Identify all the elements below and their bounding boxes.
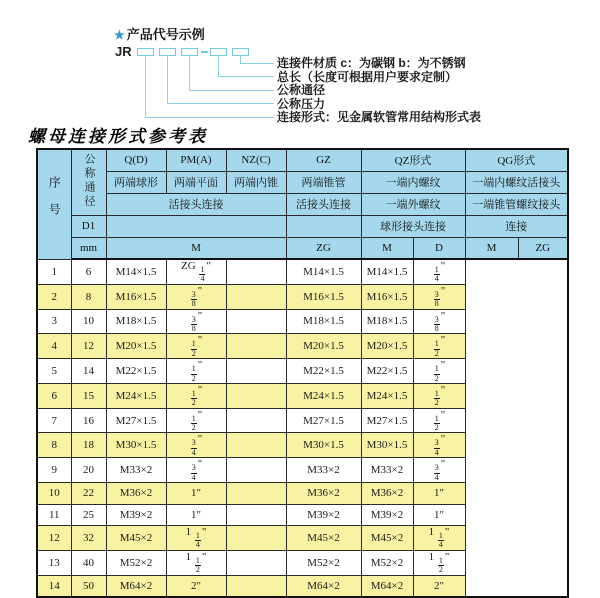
code-prefix: JR: [115, 44, 132, 59]
table-title: 螺母连接形式参考表: [28, 127, 208, 146]
qg-zg-cell: $\frac{3}{8}$ ": [413, 309, 465, 334]
qz-m-cell: [226, 550, 286, 575]
qz-m-cell: [226, 504, 286, 526]
m-thread-cell: M18×1.5: [106, 309, 166, 334]
header-form-qg: QG形式: [465, 149, 568, 171]
qg-m-cell: M16×1.5: [361, 284, 413, 309]
gz-thread-cell: $\frac{3}{4}$ ": [166, 433, 226, 458]
qz-d-cell: M36×2: [286, 483, 361, 505]
m-thread-cell: M30×1.5: [106, 433, 166, 458]
serial-cell: 13: [37, 550, 71, 575]
m-thread-cell: M24×1.5: [106, 383, 166, 408]
table-row: [37, 575, 568, 597]
qg-zg-cell: $\frac{3}{4}$ ": [413, 433, 465, 458]
code-dash: [201, 51, 208, 53]
serial-cell: 2: [37, 284, 71, 309]
dn-cell: 16: [71, 408, 106, 433]
qz-d-cell: M18×1.5: [286, 309, 361, 334]
table-row: [37, 383, 568, 408]
header-union-connection-gz: 活接头连接: [286, 193, 361, 215]
header-serial: 序号: [37, 149, 71, 259]
qg-m-cell: M14×1.5: [361, 259, 413, 284]
qg-m-cell: M24×1.5: [361, 383, 413, 408]
gz-thread-cell: ZG $\frac{1}{4}$ ": [166, 259, 226, 284]
code-labels: [277, 57, 481, 125]
header-sub-pm: 两端平面: [166, 171, 226, 193]
qg-zg-cell: $\frac{1}{2}$ ": [413, 334, 465, 359]
qg-m-cell: M27×1.5: [361, 408, 413, 433]
table-row: [37, 259, 568, 284]
gz-thread-cell: $\frac{3}{4}$ ": [166, 458, 226, 483]
qg-zg-cell: 1": [413, 483, 465, 505]
header-sub-q: 两端球形: [106, 171, 166, 193]
qz-m-cell: [226, 383, 286, 408]
qg-m-cell: M39×2: [361, 504, 413, 526]
dn-cell: 15: [71, 383, 106, 408]
table-row: [37, 334, 568, 359]
table-row: [37, 284, 568, 309]
label-nominal-pressure: 公称压力: [277, 96, 326, 111]
header-form-pm: PM(A): [166, 149, 226, 171]
m-thread-cell: M22×1.5: [106, 359, 166, 384]
m-thread-cell: M16×1.5: [106, 284, 166, 309]
m-thread-cell: M20×1.5: [106, 334, 166, 359]
dn-cell: 40: [71, 550, 106, 575]
qz-d-cell: M30×1.5: [286, 433, 361, 458]
gz-thread-cell: $\frac{1}{2}$ ": [166, 408, 226, 433]
qg-m-cell: M22×1.5: [361, 359, 413, 384]
dn-cell: 6: [71, 259, 106, 284]
header-sub-nz: 两端内锥: [226, 171, 286, 193]
qz-d-cell: M14×1.5: [286, 259, 361, 284]
serial-cell: 4: [37, 334, 71, 359]
qg-zg-cell: $\frac{1}{4}$ ": [413, 259, 465, 284]
qg-zg-cell: 1 $\frac{1}{4}$ ": [413, 526, 465, 551]
m-thread-cell: M33×2: [106, 458, 166, 483]
qg-m-cell: M20×1.5: [361, 334, 413, 359]
connector-line-form: [145, 55, 274, 118]
qg-m-cell: M18×1.5: [361, 309, 413, 334]
header-unit-zg: ZG: [286, 237, 361, 259]
gz-thread-cell: 1 $\frac{1}{2}$ ": [166, 550, 226, 575]
gz-thread-cell: 1": [166, 483, 226, 505]
serial-cell: 5: [37, 359, 71, 384]
dn-cell: 14: [71, 359, 106, 384]
dn-cell: 18: [71, 433, 106, 458]
header-unit-qz-m: M: [361, 237, 413, 259]
qz-d-cell: M22×1.5: [286, 359, 361, 384]
table-body: [37, 259, 568, 597]
header-mm: mm: [71, 237, 106, 259]
header-nominal-diameter: 公称通径: [71, 149, 106, 215]
serial-cell: 9: [37, 458, 71, 483]
qg-zg-cell: $\frac{3}{8}$ ": [413, 284, 465, 309]
label-nominal-diameter: 公称通径: [277, 83, 326, 97]
header-unit-qg-m: M: [465, 237, 518, 259]
dn-cell: 32: [71, 526, 106, 551]
header-unit-m: M: [106, 237, 286, 259]
header-sub-qz: 一端内螺纹: [361, 171, 465, 193]
m-thread-cell: M64×2: [106, 575, 166, 597]
header-empty-gz: [286, 215, 361, 237]
m-thread-cell: M45×2: [106, 526, 166, 551]
label-connection-form: 连接形式：见金属软管常用结构形式表: [277, 110, 482, 124]
serial-cell: 14: [37, 575, 71, 597]
table-row: [37, 504, 568, 526]
qz-m-cell: [226, 259, 286, 284]
dn-cell: 22: [71, 483, 106, 505]
header-union-connection: 活接头连接: [106, 193, 286, 215]
star-icon: ★: [114, 28, 125, 42]
header-sub-gz: 两端锥管: [286, 171, 361, 193]
table-row: [37, 309, 568, 334]
dn-cell: 25: [71, 504, 106, 526]
table-row: [37, 433, 568, 458]
qg-m-cell: M52×2: [361, 550, 413, 575]
label-material: 连接件材质 c：为碳钢 b：为不锈钢: [277, 56, 466, 70]
qg-m-cell: M64×2: [361, 575, 413, 597]
qz-m-cell: [226, 334, 286, 359]
m-thread-cell: M27×1.5: [106, 408, 166, 433]
qz-d-cell: M20×1.5: [286, 334, 361, 359]
m-thread-cell: M36×2: [106, 483, 166, 505]
gz-thread-cell: $\frac{1}{2}$ ": [166, 383, 226, 408]
qz-m-cell: [226, 408, 286, 433]
m-thread-cell: M14×1.5: [106, 259, 166, 284]
qz-m-cell: [226, 433, 286, 458]
qz-d-cell: M39×2: [286, 504, 361, 526]
header-connection: 连接: [465, 215, 568, 237]
header-unit-qz-d: D: [413, 237, 465, 259]
header-d1: D1: [71, 215, 106, 237]
dn-cell: 8: [71, 284, 106, 309]
gz-thread-cell: 1 $\frac{1}{4}$ ": [166, 526, 226, 551]
qz-m-cell: [226, 575, 286, 597]
header-sub-qg: 一端内螺纹活接头: [465, 171, 568, 193]
qg-m-cell: M30×1.5: [361, 433, 413, 458]
header-unit-qg-zg: ZG: [518, 237, 568, 259]
table-row: [37, 458, 568, 483]
qz-m-cell: [226, 483, 286, 505]
serial-cell: 3: [37, 309, 71, 334]
label-total-length: 总长（长度可根据用户要求定制）: [277, 69, 458, 84]
gz-thread-cell: 2": [166, 575, 226, 597]
diagram-heading-text: 产品代号示例: [126, 27, 205, 42]
qz-d-cell: M64×2: [286, 575, 361, 597]
qg-zg-cell: 2": [413, 575, 465, 597]
qz-d-cell: M16×1.5: [286, 284, 361, 309]
diagram-heading: [114, 24, 205, 43]
dn-cell: 50: [71, 575, 106, 597]
header-taper-thread-joint: 一端锥管螺纹接头: [465, 193, 568, 215]
serial-cell: 6: [37, 383, 71, 408]
table-row: [37, 408, 568, 433]
serial-cell: 7: [37, 408, 71, 433]
qz-m-cell: [226, 284, 286, 309]
table-header: [37, 149, 568, 259]
qg-zg-cell: $\frac{1}{2}$ ": [413, 408, 465, 433]
serial-cell: 8: [37, 433, 71, 458]
qg-zg-cell: 1 $\frac{1}{2}$ ": [413, 550, 465, 575]
gz-thread-cell: $\frac{3}{8}$ ": [166, 284, 226, 309]
dn-cell: 12: [71, 334, 106, 359]
serial-cell: 10: [37, 483, 71, 505]
qz-m-cell: [226, 359, 286, 384]
table-row: [37, 526, 568, 551]
serial-cell: 12: [37, 526, 71, 551]
qg-m-cell: M45×2: [361, 526, 413, 551]
qz-d-cell: M45×2: [286, 526, 361, 551]
gz-thread-cell: 1": [166, 504, 226, 526]
gz-thread-cell: $\frac{3}{8}$ ": [166, 309, 226, 334]
qz-d-cell: M33×2: [286, 458, 361, 483]
qg-m-cell: M36×2: [361, 483, 413, 505]
header-external-thread: 一端外螺纹: [361, 193, 465, 215]
table-row: [37, 550, 568, 575]
qg-zg-cell: 1": [413, 504, 465, 526]
gz-thread-cell: $\frac{1}{2}$ ": [166, 359, 226, 384]
table-row: [37, 483, 568, 505]
qz-m-cell: [226, 458, 286, 483]
header-form-gz: GZ: [286, 149, 361, 171]
dn-cell: 20: [71, 458, 106, 483]
qz-d-cell: M52×2: [286, 550, 361, 575]
header-form-q: Q(D): [106, 149, 166, 171]
header-ball-joint-connection: 球形接头连接: [361, 215, 465, 237]
qg-zg-cell: $\frac{3}{4}$ ": [413, 458, 465, 483]
nut-connection-table: [36, 148, 569, 598]
qg-zg-cell: $\frac{1}{2}$ ": [413, 383, 465, 408]
table-row: [37, 359, 568, 384]
m-thread-cell: M52×2: [106, 550, 166, 575]
qg-zg-cell: $\frac{1}{2}$ ": [413, 359, 465, 384]
qz-m-cell: [226, 526, 286, 551]
serial-cell: 11: [37, 504, 71, 526]
gz-thread-cell: $\frac{1}{2}$ ": [166, 334, 226, 359]
header-form-qz: QZ形式: [361, 149, 465, 171]
serial-cell: 1: [37, 259, 71, 284]
qg-m-cell: M33×2: [361, 458, 413, 483]
header-empty-qpmnz: [106, 215, 286, 237]
header-form-nz: NZ(C): [226, 149, 286, 171]
qz-m-cell: [226, 309, 286, 334]
qz-d-cell: M27×1.5: [286, 408, 361, 433]
qz-d-cell: M24×1.5: [286, 383, 361, 408]
dn-cell: 10: [71, 309, 106, 334]
m-thread-cell: M39×2: [106, 504, 166, 526]
